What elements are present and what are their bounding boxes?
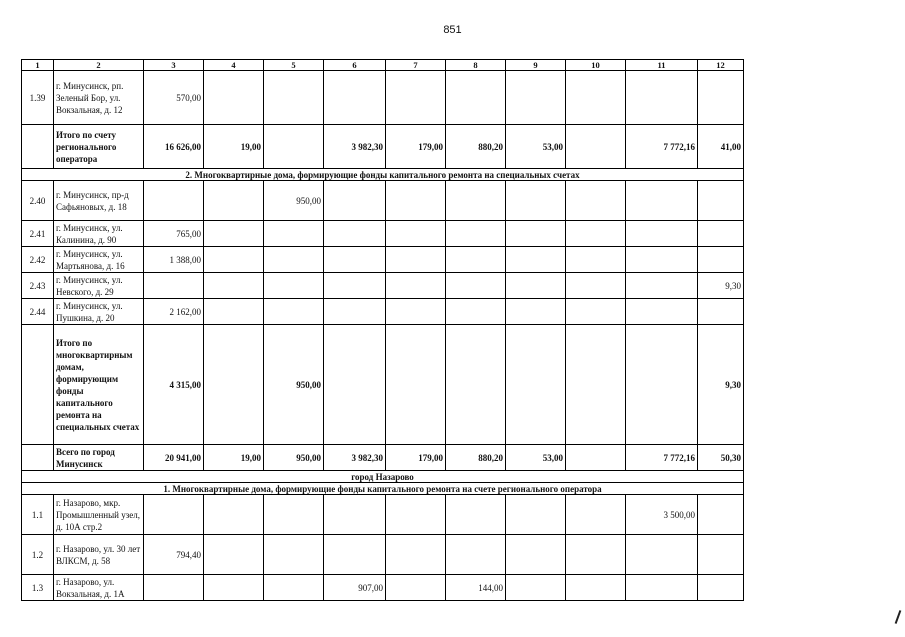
column-number-2: 2 — [54, 60, 144, 71]
value-cell: 50,30 — [698, 445, 744, 471]
value-cell — [446, 325, 506, 445]
value-cell: 7 772,16 — [626, 445, 698, 471]
value-cell — [264, 125, 324, 169]
table-row — [22, 221, 744, 247]
value-cell — [506, 221, 566, 247]
value-cell — [446, 495, 506, 535]
column-number-4: 4 — [204, 60, 264, 71]
repair-plan-table — [21, 59, 744, 601]
row-number: 2.42 — [22, 247, 54, 273]
row-number: 2.40 — [22, 181, 54, 221]
section-heading: 2. Многоквартирные дома, формирующие фонды капитального ремонта на специальных счетах — [22, 169, 744, 181]
value-cell — [698, 575, 744, 601]
value-cell — [264, 299, 324, 325]
value-cell: 4 315,00 — [144, 325, 204, 445]
value-cell — [566, 71, 626, 125]
value-cell — [386, 325, 446, 445]
address-cell: г. Минусинск, рп. Зеленый Бор, ул. Вокзальная, д. 12 — [54, 71, 144, 125]
value-cell: 950,00 — [264, 325, 324, 445]
value-cell: 880,20 — [446, 445, 506, 471]
value-cell — [698, 247, 744, 273]
row-number: 1.39 — [22, 71, 54, 125]
value-cell — [324, 247, 386, 273]
value-cell: 9,30 — [698, 325, 744, 445]
value-cell — [698, 181, 744, 221]
scan-edge-mark — [895, 610, 902, 624]
value-cell — [506, 325, 566, 445]
row-number — [22, 125, 54, 169]
value-cell — [506, 299, 566, 325]
row-number: 1.3 — [22, 575, 54, 601]
value-cell — [626, 71, 698, 125]
value-cell — [506, 535, 566, 575]
value-cell — [264, 495, 324, 535]
value-cell — [144, 181, 204, 221]
value-cell — [204, 535, 264, 575]
row-number — [22, 325, 54, 445]
table-row — [22, 247, 744, 273]
value-cell: 3 500,00 — [626, 495, 698, 535]
address-cell: г. Минусинск, ул. Калинина, д. 90 — [54, 221, 144, 247]
address-cell: Итого по счету регионального оператора — [54, 125, 144, 169]
value-cell — [204, 299, 264, 325]
value-cell — [264, 71, 324, 125]
address-cell: Всего по город Минусинск — [54, 445, 144, 471]
value-cell — [324, 181, 386, 221]
value-cell: 19,00 — [204, 445, 264, 471]
value-cell: 16 626,00 — [144, 125, 204, 169]
value-cell — [324, 535, 386, 575]
value-cell: 53,00 — [506, 125, 566, 169]
value-cell — [144, 575, 204, 601]
address-cell: г. Назарово, ул. 30 лет ВЛКСМ, д. 58 — [54, 535, 144, 575]
column-number-1: 1 — [22, 60, 54, 71]
value-cell — [566, 247, 626, 273]
value-cell: 179,00 — [386, 445, 446, 471]
value-cell: 3 982,30 — [324, 125, 386, 169]
value-cell: 20 941,00 — [144, 445, 204, 471]
row-number: 2.41 — [22, 221, 54, 247]
value-cell — [324, 273, 386, 299]
value-cell: 950,00 — [264, 445, 324, 471]
value-cell — [204, 71, 264, 125]
address-cell: г. Назарово, ул. Вокзальная, д. 1А — [54, 575, 144, 601]
value-cell — [144, 273, 204, 299]
value-cell — [566, 273, 626, 299]
column-number-3: 3 — [144, 60, 204, 71]
value-cell — [566, 495, 626, 535]
value-cell: 1 388,00 — [144, 247, 204, 273]
value-cell — [386, 535, 446, 575]
value-cell — [386, 575, 446, 601]
column-number-8: 8 — [446, 60, 506, 71]
value-cell: 144,00 — [446, 575, 506, 601]
row-number: 1.1 — [22, 495, 54, 535]
value-cell: 41,00 — [698, 125, 744, 169]
row-number: 2.43 — [22, 273, 54, 299]
address-cell: г. Минусинск, ул. Пушкина, д. 20 — [54, 299, 144, 325]
value-cell — [698, 495, 744, 535]
value-cell — [626, 221, 698, 247]
value-cell — [204, 221, 264, 247]
value-cell: 907,00 — [324, 575, 386, 601]
table-row — [22, 535, 744, 575]
value-cell — [144, 495, 204, 535]
value-cell — [264, 221, 324, 247]
address-cell: г. Минусинск, ул. Невского, д. 29 — [54, 273, 144, 299]
value-cell — [204, 247, 264, 273]
column-number-10: 10 — [566, 60, 626, 71]
value-cell — [626, 273, 698, 299]
value-cell — [698, 221, 744, 247]
column-number-11: 11 — [626, 60, 698, 71]
value-cell — [626, 181, 698, 221]
value-cell — [506, 273, 566, 299]
value-cell — [204, 325, 264, 445]
section-heading: город Назарово — [22, 471, 744, 483]
table-row — [22, 495, 744, 535]
value-cell — [506, 495, 566, 535]
table-row — [22, 575, 744, 601]
value-cell: 2 162,00 — [144, 299, 204, 325]
total-row — [22, 325, 744, 445]
value-cell — [698, 535, 744, 575]
value-cell — [386, 495, 446, 535]
row-number: 2.44 — [22, 299, 54, 325]
value-cell: 880,20 — [446, 125, 506, 169]
value-cell — [204, 273, 264, 299]
value-cell: 570,00 — [144, 71, 204, 125]
column-number-6: 6 — [324, 60, 386, 71]
value-cell — [566, 575, 626, 601]
value-cell: 765,00 — [144, 221, 204, 247]
value-cell — [566, 221, 626, 247]
value-cell — [386, 247, 446, 273]
address-cell: г. Минусинск, пр-д Сафьяновых, д. 18 — [54, 181, 144, 221]
column-number-9: 9 — [506, 60, 566, 71]
value-cell: 7 772,16 — [626, 125, 698, 169]
value-cell — [566, 535, 626, 575]
value-cell — [626, 299, 698, 325]
value-cell — [566, 181, 626, 221]
value-cell — [506, 181, 566, 221]
value-cell — [626, 535, 698, 575]
column-number-12: 12 — [698, 60, 744, 71]
value-cell — [204, 575, 264, 601]
value-cell: 794,40 — [144, 535, 204, 575]
table-row — [22, 71, 744, 125]
value-cell — [324, 325, 386, 445]
value-cell — [386, 273, 446, 299]
column-number-5: 5 — [264, 60, 324, 71]
value-cell: 3 982,30 — [324, 445, 386, 471]
total-row — [22, 445, 744, 471]
header-row — [22, 60, 744, 71]
table-row — [22, 181, 744, 221]
value-cell — [626, 247, 698, 273]
value-cell — [264, 273, 324, 299]
section-heading-row — [22, 169, 744, 181]
value-cell — [566, 445, 626, 471]
value-cell: 19,00 — [204, 125, 264, 169]
value-cell — [506, 575, 566, 601]
value-cell — [446, 71, 506, 125]
table-row — [22, 299, 744, 325]
value-cell: 9,30 — [698, 273, 744, 299]
value-cell — [324, 221, 386, 247]
value-cell — [626, 575, 698, 601]
value-cell: 53,00 — [506, 445, 566, 471]
value-cell — [386, 181, 446, 221]
table-row — [22, 273, 744, 299]
value-cell — [446, 221, 506, 247]
address-cell: Итого по многоквартирным домам, формирующим фонды капитального ремонта на специальных счетах — [54, 325, 144, 445]
section-heading-row — [22, 471, 744, 483]
value-cell — [204, 181, 264, 221]
total-row — [22, 125, 744, 169]
value-cell — [446, 181, 506, 221]
value-cell — [566, 325, 626, 445]
value-cell — [698, 71, 744, 125]
column-number-7: 7 — [386, 60, 446, 71]
value-cell — [324, 299, 386, 325]
value-cell — [446, 273, 506, 299]
value-cell — [386, 221, 446, 247]
value-cell: 950,00 — [264, 181, 324, 221]
value-cell — [506, 247, 566, 273]
value-cell: 179,00 — [386, 125, 446, 169]
value-cell — [446, 247, 506, 273]
value-cell — [264, 247, 324, 273]
value-cell — [698, 299, 744, 325]
value-cell — [386, 71, 446, 125]
value-cell — [446, 535, 506, 575]
page-number: 851 — [443, 24, 462, 36]
address-cell: г. Назарово, мкр. Промышленный узел, д. 10А стр.2 — [54, 495, 144, 535]
value-cell — [324, 495, 386, 535]
row-number: 1.2 — [22, 535, 54, 575]
value-cell — [324, 71, 386, 125]
value-cell — [566, 299, 626, 325]
value-cell — [264, 535, 324, 575]
section-heading-row — [22, 483, 744, 495]
value-cell — [626, 325, 698, 445]
section-heading: 1. Многоквартирные дома, формирующие фонды капитального ремонта на счете регионального оператора — [22, 483, 744, 495]
value-cell — [386, 299, 446, 325]
row-number — [22, 445, 54, 471]
value-cell — [446, 299, 506, 325]
address-cell: г. Минусинск, ул. Мартьянова, д. 16 — [54, 247, 144, 273]
value-cell — [204, 495, 264, 535]
value-cell — [566, 125, 626, 169]
value-cell — [506, 71, 566, 125]
value-cell — [264, 575, 324, 601]
